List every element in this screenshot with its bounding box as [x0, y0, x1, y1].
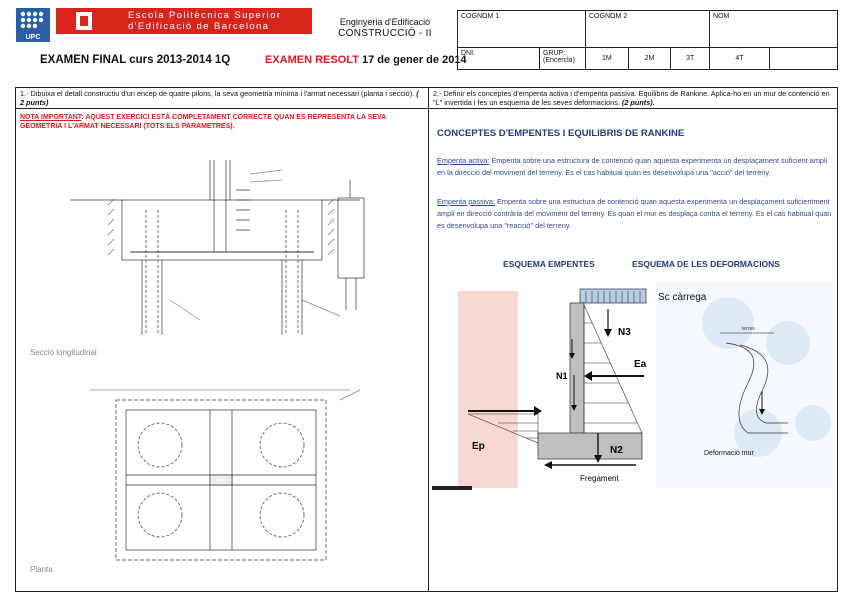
label-n2: N2 [610, 445, 623, 456]
nom-cell[interactable] [710, 11, 838, 48]
cognom2-cell[interactable] [586, 11, 710, 48]
q1-statement [20, 89, 424, 107]
label-ep: Ep [472, 441, 485, 452]
group-option-4t[interactable] [710, 48, 770, 70]
cognom2-label: COGNOM 2 [589, 13, 628, 20]
school-name-line1: Escola Politècnica Superior [128, 10, 282, 21]
scheme-title-deformacions: ESQUEMA DE LES DEFORMACIONS [632, 259, 780, 269]
group-2m-label: 2M [644, 55, 655, 62]
exam-resolt-heading [265, 54, 467, 66]
nom-label: NOM [713, 13, 730, 20]
group-option-3t[interactable] [671, 48, 710, 70]
dni-label: DNI: [461, 50, 475, 57]
upc-logo [16, 8, 50, 42]
exam-date: 17 de gener de 2014 [361, 54, 467, 66]
activa-text: Empenta sobre una estructura de contenció quan aquesta experimenta un desplaçament suficient ampli en la direcció del moviment del terreny. Es el cas habitual quan es desenvolupa una "acció" del terreny. [437, 156, 828, 177]
grup-cell [540, 48, 586, 70]
group-1m-label: 1M [601, 55, 612, 62]
plan-caption: Planta [30, 565, 53, 574]
label-terres: terres [742, 326, 755, 332]
concepts-title: CONCEPTES D'EMPENTES I EQUILIBRIS DE RANKINE [437, 128, 685, 139]
column-divider [428, 87, 429, 592]
school-name [112, 8, 312, 34]
student-info-table [457, 10, 838, 70]
pile-cap-plan-drawing [30, 380, 420, 580]
group-4t-label: 4T [735, 55, 744, 62]
exam-title: EXAMEN FINAL curs 2013-2014 1Q [40, 54, 231, 66]
q1-header-rule [15, 108, 428, 109]
label-deformacio: Deformació mur [704, 450, 754, 457]
school-name-line2: d'Edificació de Barcelona [128, 21, 270, 32]
group-3t-label: 3T [686, 55, 695, 62]
cognom1-cell[interactable] [458, 11, 586, 48]
q1-text: 1.- Dibuixa el detall constructiu d'un encep de quatre pilons, la seva geometria mínima i l'armat necessari (planta i secció). [20, 89, 415, 98]
decorative-bar [432, 486, 472, 490]
label-fregament: Fregament [580, 474, 619, 483]
section-caption: Secció longitudinal [30, 348, 97, 357]
label-ea: Ea [634, 359, 647, 370]
grup-label: GRUP: [543, 50, 566, 57]
scheme-title-empentes: ESQUEMA EMPENTES [503, 259, 595, 269]
q2-points: (2 punts). [621, 98, 655, 107]
passiva-paragraph [437, 196, 832, 232]
activa-label: Empenta activa: [437, 156, 490, 165]
group-option-2m[interactable] [628, 48, 671, 70]
department-label: Enginyeria d'Edificació [339, 17, 431, 27]
upc-logo-text: UPC [25, 34, 41, 41]
dni-cell[interactable] [458, 48, 540, 70]
q1-note-label: NOTA IMPORTANT [20, 114, 82, 121]
q1-note-text: : AQUEST EXERCICI ESTÀ COMPLETAMENT CORRECTE QUAN ES REPRESENTA LA SEVA GEOMETRIA I L'ARMAT NECESSARI (TOTS ELS PARÀMETRES). [20, 114, 386, 130]
q1-points: ( 2 punts) [20, 89, 419, 107]
group-option-1m[interactable] [586, 48, 629, 70]
q2-header-rule [428, 108, 838, 109]
activa-paragraph [437, 155, 832, 179]
school-logo-emblem [56, 8, 112, 34]
exam-resolt-label: EXAMEN RESOLT [265, 54, 359, 66]
pile-cap-section-drawing [30, 160, 420, 360]
course-heading [330, 16, 440, 40]
label-n1: N1 [556, 371, 568, 381]
group-blank-cell [770, 48, 838, 70]
retaining-wall-scheme [458, 283, 834, 488]
course-label: CONSTRUCCIÓ - II [338, 28, 432, 39]
q1-note [20, 113, 424, 131]
grup-note: (Encercla) [543, 57, 575, 64]
passiva-label: Empenta passiva: [437, 197, 496, 206]
q2-text: 2.- Definir els conceptes d'empenta activa i d'empenta passiva. Equilibris de Rankine. Aplica-ho en un mur de contenció en "L" invertida i fes un esquema de les seves deformacions. [433, 89, 830, 107]
cognom1-label: COGNOM 1 [461, 13, 500, 20]
label-n3: N3 [618, 327, 631, 338]
load-label: Sc càrrega [658, 292, 707, 303]
passiva-text: Empenta sobre una estructura de contenció quan aquesta experimenta un desplaçament suficientment ampli en direcció contrària del moviment del terreny. Es quan el mur es desplaça contra el terreny. Es el cas habitual quan es desenvolupa una "reacció" del terreny. [437, 197, 832, 230]
q2-statement [433, 89, 833, 107]
